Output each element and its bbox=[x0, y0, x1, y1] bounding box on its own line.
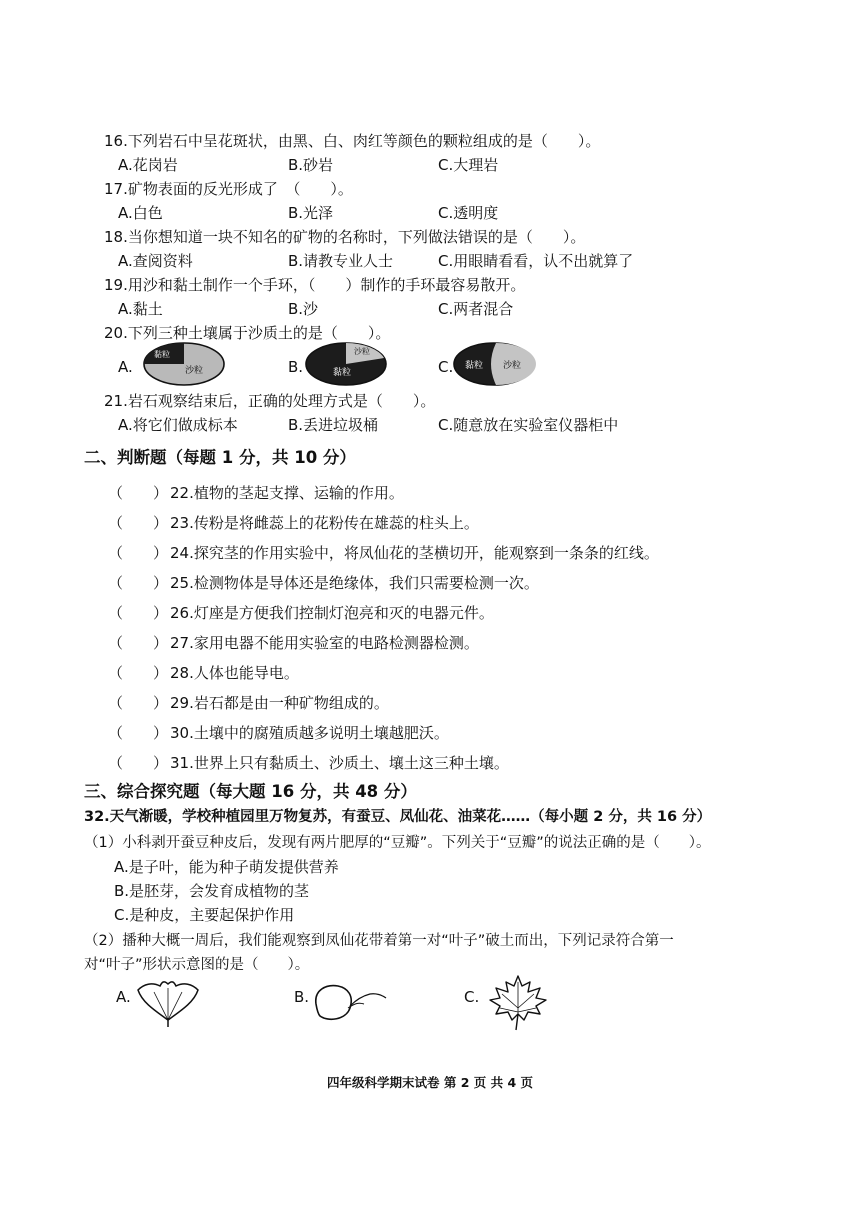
answer-blank[interactable]: （ ） bbox=[108, 514, 169, 532]
answer-blank[interactable]: （ ） bbox=[108, 604, 169, 622]
soil-chart-c-label-clay: 黏粒 bbox=[464, 361, 484, 371]
tf-item-26 bbox=[108, 602, 494, 624]
question-17: 17.矿物表面的反光形成了 （ ）。 bbox=[104, 180, 353, 198]
q32-sub1-option-a: A.是子叶，能为种子萌发提供营养 bbox=[114, 858, 339, 876]
tf-text: 28.人体也能导电。 bbox=[170, 664, 299, 682]
soil-chart-b-label-sand: 沙粒 bbox=[354, 347, 370, 356]
question-19: 19.用沙和黏土制作一个手环，（ ）制作的手环最容易散开。 bbox=[104, 276, 526, 294]
tf-item-24 bbox=[108, 542, 659, 564]
q17-option-b: B.光泽 bbox=[288, 204, 334, 222]
answer-blank[interactable]: （ ） bbox=[108, 724, 169, 742]
ginkgo-leaf-icon bbox=[134, 978, 202, 1028]
q32-sub2-stem-line2: 对“叶子”形状示意图的是（ ）。 bbox=[84, 957, 310, 973]
section-3-title: 三、综合探究题（每大题 16 分，共 48 分） bbox=[84, 782, 417, 801]
tf-item-22 bbox=[108, 482, 404, 504]
question-21: 21.岩石观察结束后，正确的处理方式是（ ）。 bbox=[104, 392, 436, 410]
soil-chart-b bbox=[304, 340, 388, 388]
answer-blank[interactable]: （ ） bbox=[108, 484, 169, 502]
q32-sub2-option-b-label: B. bbox=[294, 988, 310, 1006]
q18-option-b: B.请教专业人士 bbox=[288, 252, 394, 270]
tf-text: 29.岩石都是由一种矿物组成的。 bbox=[170, 694, 389, 712]
tf-item-27 bbox=[108, 632, 479, 654]
q16-option-a: A.花岗岩 bbox=[118, 156, 178, 174]
maple-leaf-icon bbox=[486, 972, 550, 1032]
section-2-title: 二、判断题（每题 1 分，共 10 分） bbox=[84, 448, 356, 467]
tf-text: 27.家用电器不能用实验室的电路检测器检测。 bbox=[170, 634, 479, 652]
soil-chart-b-label-clay: 黏粒 bbox=[332, 368, 352, 378]
question-16: 16.下列岩石中呈花斑状，由黑、白、肉红等颜色的颗粒组成的是（ ）。 bbox=[104, 132, 601, 150]
tf-text: 23.传粉是将雌蕊上的花粉传在雄蕊的柱头上。 bbox=[170, 514, 479, 532]
question-20: 20.下列三种土壤属于沙质土的是（ ）。 bbox=[104, 324, 391, 342]
q32-sub1-option-c: C.是种皮，主要起保护作用 bbox=[114, 906, 295, 924]
round-leaf-icon bbox=[312, 980, 388, 1026]
q32-sub2-stem-line1: （2）播种大概一周后，我们能观察到凤仙花带着第一对“叶子”破土而出，下列记录符合第一 bbox=[84, 933, 674, 949]
q19-option-a: A.黏土 bbox=[118, 300, 163, 318]
q19-option-b: B.沙 bbox=[288, 300, 319, 318]
q18-option-c: C.用眼睛看看，认不出就算了 bbox=[438, 252, 634, 270]
tf-text: 24.探究茎的作用实验中，将凤仙花的茎横切开，能观察到一条条的红线。 bbox=[170, 544, 659, 562]
q21-option-b: B.丢进垃圾桶 bbox=[288, 416, 379, 434]
tf-text: 31.世界上只有黏质土、沙质土、壤土这三种土壤。 bbox=[170, 754, 509, 772]
q20-option-b-label: B. bbox=[288, 358, 304, 376]
q19-option-c: C.两者混合 bbox=[438, 300, 514, 318]
q20-option-a-label: A. bbox=[118, 358, 133, 376]
soil-chart-c bbox=[452, 340, 536, 388]
answer-blank[interactable]: （ ） bbox=[108, 544, 169, 562]
answer-blank[interactable]: （ ） bbox=[108, 634, 169, 652]
page-footer: 四年级科学期末试卷 第 2 页 共 4 页 bbox=[326, 1075, 533, 1090]
soil-chart-a-label-sand: 沙粒 bbox=[184, 366, 204, 376]
tf-text: 22.植物的茎起支撑、运输的作用。 bbox=[170, 484, 404, 502]
answer-blank[interactable]: （ ） bbox=[108, 754, 169, 772]
q17-option-c: C.透明度 bbox=[438, 204, 499, 222]
tf-item-23 bbox=[108, 512, 479, 534]
q21-option-a: A.将它们做成标本 bbox=[118, 416, 238, 434]
soil-chart-a-label-clay: 黏粒 bbox=[154, 350, 170, 359]
answer-blank[interactable]: （ ） bbox=[108, 664, 169, 682]
question-18: 18.当你想知道一块不知名的矿物的名称时，下列做法错误的是（ ）。 bbox=[104, 228, 586, 246]
q17-option-a: A.白色 bbox=[118, 204, 163, 222]
q32-sub2-option-c-label: C. bbox=[464, 988, 480, 1006]
answer-blank[interactable]: （ ） bbox=[108, 574, 169, 592]
q21-option-c: C.随意放在实验室仪器柜中 bbox=[438, 416, 619, 434]
tf-text: 26.灯座是方便我们控制灯泡亮和灭的电器元件。 bbox=[170, 604, 494, 622]
tf-item-31 bbox=[108, 752, 509, 774]
tf-item-25 bbox=[108, 572, 539, 594]
answer-blank[interactable]: （ ） bbox=[108, 694, 169, 712]
soil-chart-a bbox=[142, 340, 226, 388]
q32-sub1-stem: （1）小科剥开蚕豆种皮后，发现有两片肥厚的“豆瓣”。下列关于“豆瓣”的说法正确的是（ ）。 bbox=[84, 835, 711, 851]
tf-text: 25.检测物体是导体还是绝缘体，我们只需要检测一次。 bbox=[170, 574, 539, 592]
q18-option-a: A.查阅资料 bbox=[118, 252, 193, 270]
tf-text: 30.土壤中的腐殖质越多说明土壤越肥沃。 bbox=[170, 724, 449, 742]
tf-item-28 bbox=[108, 662, 299, 684]
q32-sub1-option-b: B.是胚芽，会发育成植物的茎 bbox=[114, 882, 310, 900]
q32-sub2-option-a-label: A. bbox=[116, 988, 131, 1006]
q16-option-c: C.大理岩 bbox=[438, 156, 499, 174]
question-32: 32.天气渐暖，学校种植园里万物复苏，有蚕豆、凤仙花、油菜花……（每小题 2 分，共 16 分） bbox=[84, 809, 712, 825]
q16-option-b: B.砂岩 bbox=[288, 156, 334, 174]
soil-chart-c-label-sand: 沙粒 bbox=[502, 361, 522, 371]
tf-item-30 bbox=[108, 722, 449, 744]
tf-item-29 bbox=[108, 692, 389, 714]
q20-option-c-label: C. bbox=[438, 358, 454, 376]
